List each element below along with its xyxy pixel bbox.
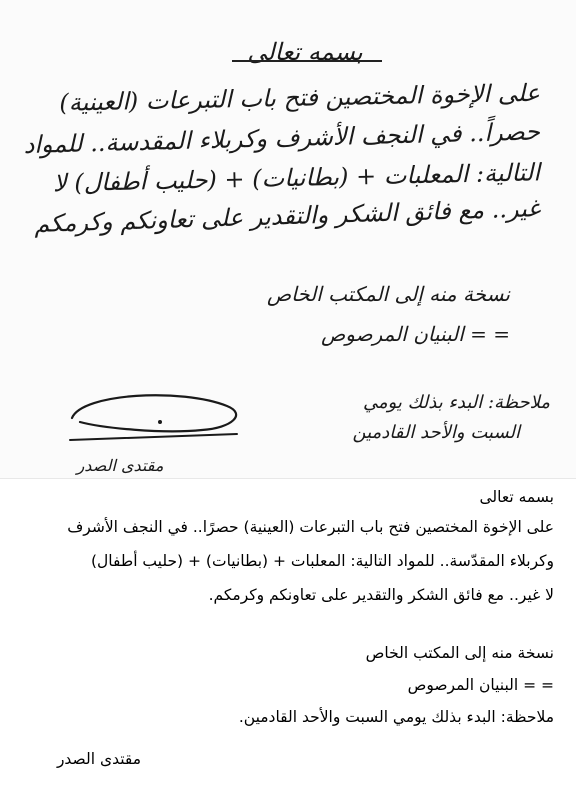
transcript-line-2: وكربلاء المقدّسة.. للمواد التالية: المعلبات + (بطانيات) + (حليب أطفال)	[90, 552, 554, 570]
transcript-line-3: لا غير.. مع فائق الشكر والتقدير على تعاونكم وكرمكم.	[208, 586, 554, 604]
title-underline	[232, 60, 382, 62]
handwritten-line-1: على الإخوة المختصين فتح باب التبرعات (العينية)	[59, 78, 541, 117]
transcript-signer-name: مقتدى الصدر	[56, 750, 142, 768]
handwritten-note-line-1: ملاحظة: البدء بذلك يومي	[362, 392, 550, 413]
transcript-line-1: على الإخوة المختصين فتح باب التبرعات (العينية) حصرًا.. في النجف الأشرف	[67, 518, 554, 536]
handwritten-copy-line-1: نسخة منه إلى المكتب الخاص	[266, 282, 510, 306]
handwritten-title: بسمه تعالى	[247, 38, 363, 66]
handwritten-signer-name: مقتدى الصدر	[76, 456, 164, 475]
transcript-title: بسمه تعالى	[479, 488, 554, 506]
handwritten-line-2: حصراً.. في النجف الأشرف وكربلاء المقدسة.. للمواد	[23, 117, 541, 159]
transcript-copy-line-1: نسخة منه إلى المكتب الخاص	[365, 644, 554, 662]
transcript-copy-line-2: = = البنيان المرصوص	[407, 676, 554, 694]
handwritten-note-line-2: السبت والأحد القادمين	[352, 422, 520, 443]
transcript-note: ملاحظة: البدء بذلك يومي السبت والأحد القادمين.	[238, 708, 554, 726]
handwritten-line-3: التالية: المعلبات + (بطانيات) + (حليب أطفال) لا	[52, 158, 541, 198]
handwritten-line-4: غير.. مع فائق الشكر والتقدير على تعاونكم وكرمكم	[33, 194, 541, 239]
handwritten-copy-line-2: = = البنيان المرصوص	[321, 322, 510, 346]
